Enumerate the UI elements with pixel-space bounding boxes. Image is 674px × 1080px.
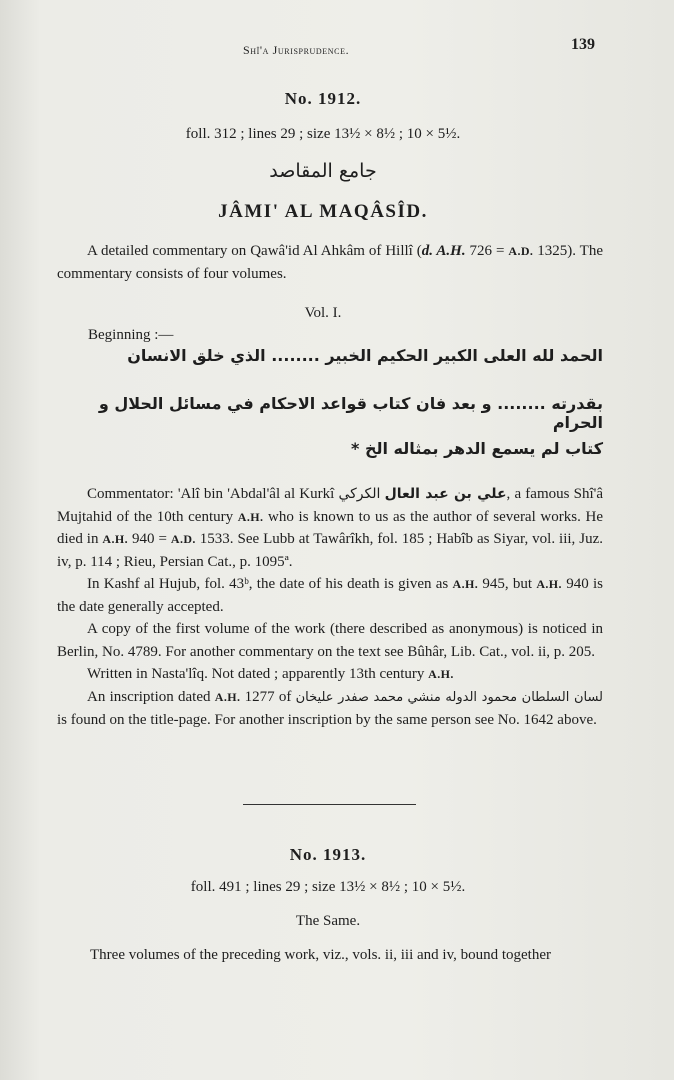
- ah-label: A.H.: [536, 577, 562, 591]
- description-block: [57, 240, 603, 285]
- ah-label: A.H.: [237, 509, 264, 524]
- p2-text-c: 940 is the date generally accepted.: [57, 576, 603, 615]
- p1-text-d: 1533. See Lubb at Tawârîkh, fol. 185 ; Habîb as Siyar, vol. iii, Juz. iv, p. 114 ; Rieu, Persian Cat., p. 1095ª.: [57, 531, 603, 570]
- arabic-title: جامع المقاصد: [269, 160, 377, 182]
- work-title: JÂMI' AL MAQÂSÎD.: [218, 201, 428, 222]
- commentary-body: [57, 483, 603, 732]
- p5-text-b: 1277 of: [240, 688, 296, 705]
- entry2-description: Three volumes of the preceding work, viz., vols. ii, iii and iv, bound together: [90, 947, 552, 963]
- commentator-arabic-name: علي بن عبد العال: [384, 486, 507, 502]
- commentator-label: Commentator: 'Alî bin 'Abdal'âl al Kurkî: [87, 486, 339, 502]
- volume-label: Vol. I.: [304, 305, 342, 321]
- entry-number: No. 1912.: [284, 89, 362, 108]
- running-header: Shî'a Jurisprudence.: [243, 43, 350, 57]
- beginning-label: Beginning :—: [88, 327, 174, 343]
- arabic-beginning-line-2: بقدرته ........ و بعد فان كتاب قواعد الاحكام في مسائل الحلال و الحرام: [98, 394, 603, 432]
- berlin-paragraph: A copy of the first volume of the work (there described as anonymous) is noticed in Berlin, No. 4789. For another commentary on the text see Bûhâr, Lib. Cat., vol. ii, p. 205.: [57, 621, 603, 660]
- p2-text-b: 945, but: [478, 576, 537, 592]
- commentator-arabic-nisba: الكركي: [338, 486, 381, 502]
- inscription-arabic-2: محمد صفدر عليخان: [295, 689, 404, 705]
- entry-details: foll. 491 ; lines 29 ; size 13½ × 8½ ; 10 × 5½.: [190, 879, 466, 895]
- desc-text-c: 1325). The commentary consists of four volumes.: [57, 243, 604, 282]
- ah-label: A.H.: [452, 577, 479, 591]
- page-number: 139: [571, 36, 595, 53]
- desc-text-b: 726 =: [465, 243, 509, 259]
- p5-text-a: An inscription dated: [87, 688, 215, 705]
- section-divider: [243, 804, 416, 805]
- p5-text-c: is found on the title-page. For another inscription by the same person see No. 1642 above.: [57, 712, 597, 728]
- entry-number: No. 1913.: [289, 845, 367, 864]
- description-paragraph: [57, 240, 603, 285]
- inscription-paragraph: [57, 686, 603, 732]
- inscription-arabic-1: لسان السلطان محمود الدوله منشي: [407, 689, 604, 705]
- arabic-beginning-line-3: كتاب لم يسمع الدهر بمثاله الخ *: [351, 439, 603, 458]
- desc-ad-label: A.D.: [508, 244, 534, 258]
- entry2-description-block: [60, 944, 604, 967]
- ah-label: A.H.: [214, 689, 241, 704]
- script-paragraph: [57, 663, 603, 686]
- p1-text-a: , a famous Shî'â Mujtahid of the 10th century: [57, 486, 604, 525]
- ah-label: A.H.: [428, 667, 454, 681]
- arabic-beginning-line-1: الحمد لله العلى الكبير الحكيم الخبير ........ الذي خلق الانسان: [127, 346, 603, 365]
- ah-label: A.H.: [102, 532, 129, 546]
- desc-text-a: A detailed commentary on Qawâ'id Al Ahkâm of Hillî (: [87, 243, 422, 259]
- desc-date-label: d. A.H.: [421, 243, 466, 259]
- kashf-paragraph: [57, 573, 603, 618]
- p1-text-b: who is known to us as the author of several works. He died in: [57, 508, 603, 547]
- p4-text-a: Written in Nasta'lîq. Not dated ; apparently 13th century: [87, 666, 429, 682]
- entry-subtitle: The Same.: [295, 913, 361, 929]
- p1-text-c: 940 =: [128, 531, 171, 547]
- commentator-paragraph: [57, 483, 603, 573]
- ad-label: A.D.: [170, 532, 196, 546]
- p2-text-a: In Kashf al Hujub, fol. 43ᵇ, the date of his death is given as: [87, 576, 453, 592]
- entry-details: foll. 312 ; lines 29 ; size 13½ × 8½ ; 10 × 5½.: [185, 126, 461, 142]
